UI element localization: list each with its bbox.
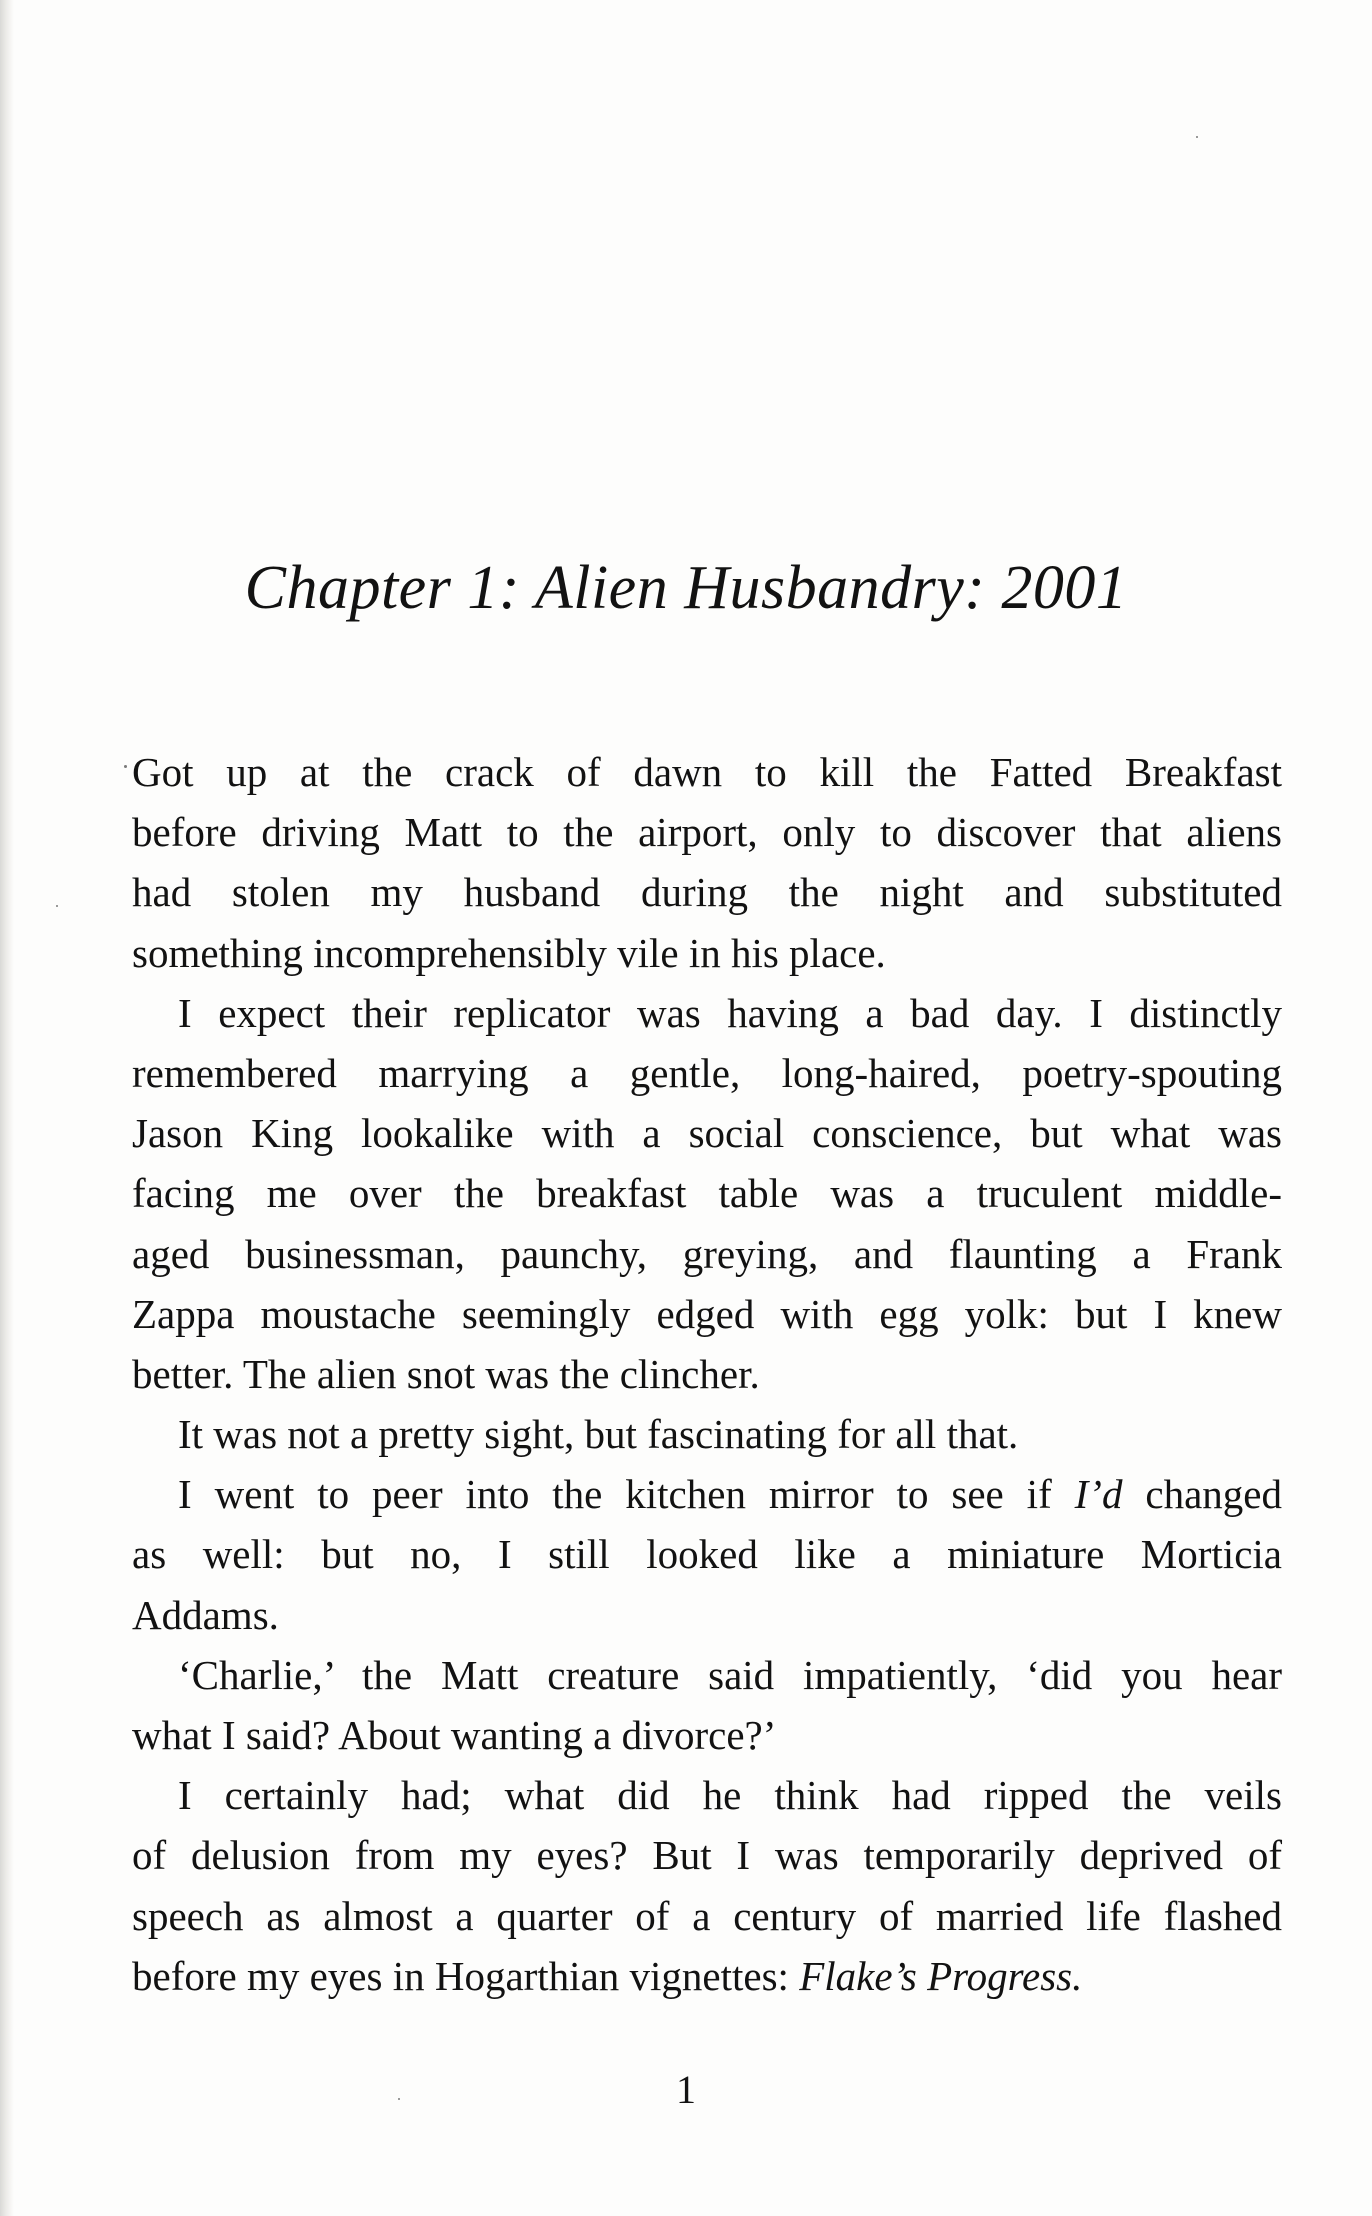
page-gutter-shadow [0, 0, 14, 2216]
text-run: as well: but no, I still looked like a miniature Morticia [132, 1531, 1282, 1578]
text-line [132, 1524, 1282, 1584]
text-run: Got up at the crack of dawn to kill the Fatted Breakfast [132, 749, 1282, 795]
text-run: Addams. [132, 1591, 279, 1638]
scan-speck [56, 905, 58, 907]
text-run: remembered marrying a gentle, long-haired, poetry-spouting [132, 1049, 1282, 1096]
text-run: speech as almost a quarter of a century of married life flashed [132, 1892, 1282, 1939]
scan-speck [124, 765, 127, 768]
paragraph [132, 983, 1282, 1404]
page-number: 1 [676, 2067, 696, 2112]
text-line [132, 1404, 1282, 1464]
paragraph [132, 742, 1282, 983]
text-run: before my eyes in Hogarthian vignettes: [132, 1952, 800, 1999]
text-line [132, 1284, 1282, 1344]
text-run: ‘Charlie,’ the Matt creature said impatiently, ‘did you hear [178, 1651, 1282, 1698]
italic-text: I’d [1074, 1471, 1123, 1518]
text-line [132, 1705, 1282, 1765]
text-line [132, 983, 1282, 1043]
text-run: had stolen my husband during the night and substituted [132, 869, 1282, 916]
scan-speck [398, 2098, 400, 2100]
paragraph [132, 1645, 1282, 1765]
text-line [132, 802, 1282, 862]
text-run: It was not a pretty sight, but fascinating for all that. [178, 1411, 1019, 1458]
text-run: changed [1122, 1471, 1282, 1518]
chapter-title: Chapter 1: Alien Husbandry: 2001 [244, 554, 1128, 622]
italic-text: Flake’s Progress. [799, 1952, 1083, 1999]
text-run: something incomprehensibly vile in his place. [132, 929, 886, 976]
text-run: of delusion from my eyes? But I was temporarily deprived of [132, 1832, 1282, 1879]
text-line [132, 1946, 1282, 2006]
text-line [132, 1645, 1282, 1705]
text-run: before driving Matt to the airport, only to discover that aliens [132, 809, 1282, 856]
text-line [132, 1344, 1282, 1404]
paragraph [132, 1404, 1282, 1464]
text-line [132, 1825, 1282, 1885]
text-line [132, 742, 1282, 802]
text-line [132, 1585, 1282, 1645]
text-line [132, 1886, 1282, 1946]
text-line [132, 923, 1282, 983]
text-line [132, 1464, 1282, 1524]
text-line [132, 1765, 1282, 1825]
paragraph [132, 1464, 1282, 1645]
text-run: I expect their replicator was having a bad day. I distinctly [178, 989, 1282, 1036]
text-line [132, 1224, 1282, 1284]
text-line [132, 1043, 1282, 1103]
text-run: I went to peer into the kitchen mirror to see if [178, 1471, 1075, 1518]
text-run: aged businessman, paunchy, greying, and flaunting a Frank [132, 1230, 1282, 1277]
scan-speck [1196, 136, 1198, 138]
text-run: Jason King lookalike with a social conscience, but what was [132, 1110, 1282, 1157]
text-run: Zappa moustache seemingly edged with egg yolk: but I knew [132, 1290, 1282, 1337]
text-run: facing me over the breakfast table was a truculent middle- [132, 1170, 1282, 1217]
text-line [132, 862, 1282, 922]
paragraph [132, 1765, 1282, 2006]
chapter-body-text [132, 742, 1282, 2006]
text-run: I certainly had; what did he think had ripped the veils [178, 1772, 1282, 1819]
text-line [132, 1103, 1282, 1163]
text-line [132, 1163, 1282, 1223]
text-run: what I said? About wanting a divorce?’ [132, 1712, 777, 1758]
text-run: better. The alien snot was the clincher. [132, 1350, 760, 1397]
